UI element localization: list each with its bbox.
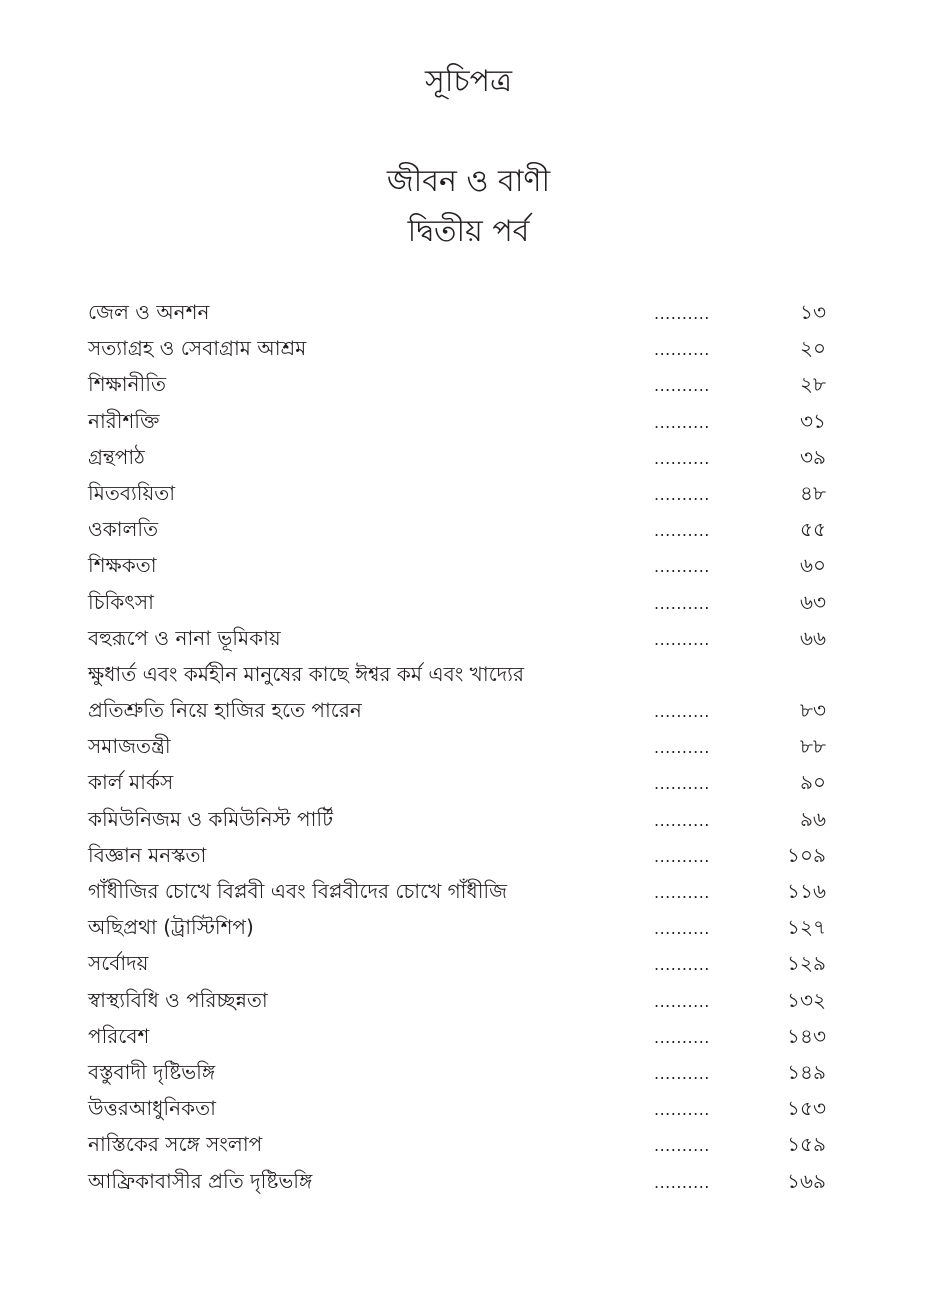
page-title: সূচিপত্র	[425, 64, 512, 99]
toc-entry-title: অছিপ্রথা (ট্রাস্টিশিপ)	[88, 915, 254, 940]
toc-entry	[88, 475, 848, 511]
toc-dot-leader: ..........	[654, 810, 710, 830]
toc-entry-title: নাস্তিকের সঙ্গে সংলাপ	[88, 1132, 263, 1157]
toc-entry-title: ক্ষুধার্ত এবং কর্মহীন মানুষের কাছে ঈশ্বর কর্ম এবং খাদ্যের	[88, 661, 524, 686]
toc-entry-title: সমাজতন্ত্রী	[88, 734, 171, 759]
toc-entry-title: বিজ্ঞান মনস্কতা	[88, 842, 207, 867]
toc-entry-title: কার্ল মার্কস	[88, 770, 174, 795]
toc-dot-leader: ..........	[654, 304, 710, 323]
toc-page-number: ১৫৩	[787, 1096, 826, 1121]
toc-page-number: ১৫৯	[787, 1132, 826, 1157]
toc-entry-title: প্রতিশ্রুতি নিয়ে হাজির হতে পারেন	[88, 698, 362, 723]
toc-page-number: ১১৬	[787, 879, 826, 903]
toc-dot-leader: ..........	[654, 883, 710, 902]
toc-entry	[88, 584, 848, 620]
toc-entry	[88, 1054, 848, 1090]
toc-dot-leader: ..........	[654, 702, 710, 722]
toc-entry-title: নারীশক্তি	[88, 408, 160, 433]
toc-entry-title: বস্তুবাদী দৃষ্টিভঙ্গি	[88, 1059, 216, 1084]
toc-dot-leader: ..........	[654, 846, 710, 866]
toc-entry	[88, 764, 848, 800]
toc-dot-leader: ..........	[654, 340, 710, 360]
toc-page-number: ৩১	[800, 408, 826, 433]
table-of-contents	[88, 294, 848, 1199]
toc-entry-title: সত্যাগ্রহ ও সেবাগ্রাম আশ্রম	[88, 336, 307, 361]
toc-page-number: ৮৮	[800, 734, 826, 759]
toc-entry	[88, 692, 848, 728]
toc-entry-title: বহুরূপে ও নানা ভূমিকায়	[88, 625, 281, 650]
toc-dot-leader: ..........	[654, 919, 710, 939]
toc-page-number: ৯৬	[800, 806, 826, 831]
toc-page-number: ২০	[799, 336, 826, 361]
toc-dot-leader: ..........	[654, 774, 710, 794]
toc-entry	[88, 801, 848, 837]
toc-dot-leader: ..........	[654, 521, 710, 541]
toc-dot-leader: ..........	[654, 991, 710, 1011]
section-subheading: দ্বিতীয় পর্ব	[407, 214, 530, 249]
toc-entry-title: স্বাস্থ্যবিধি ও পরিচ্ছন্নতা	[88, 987, 268, 1012]
toc-page-number: ৬৬	[799, 625, 826, 650]
toc-page-number: ৮৩	[800, 698, 826, 723]
toc-dot-leader: ..........	[654, 1027, 710, 1047]
toc-dot-leader: ..........	[654, 1136, 710, 1156]
toc-page-number: ২৮	[800, 372, 826, 397]
toc-entry	[88, 1163, 848, 1199]
toc-dot-leader: ..........	[654, 448, 710, 468]
section-heading: জীবন ও বাণী	[386, 164, 551, 199]
toc-entry	[88, 403, 848, 439]
toc-entry-title: শিক্ষানীতি	[88, 372, 166, 397]
toc-page-number: ১৪৯	[787, 1059, 826, 1084]
toc-page-number: ১৩২	[787, 987, 826, 1012]
toc-dot-leader: ..........	[654, 1063, 710, 1083]
toc-entry	[88, 1018, 848, 1054]
toc-page-number: ৩৯	[800, 444, 826, 469]
toc-entry-title: মিতব্যয়িতা	[88, 480, 176, 505]
toc-page-number: ৯০	[800, 770, 826, 795]
toc-dot-leader: ..........	[654, 1172, 710, 1192]
toc-entry	[88, 837, 848, 873]
toc-entry-title: চিকিৎসা	[88, 589, 154, 614]
toc-entry-title: পরিবেশ	[88, 1023, 150, 1048]
toc-dot-leader: ..........	[654, 593, 710, 613]
toc-page-number: ১৪৩	[787, 1023, 826, 1048]
toc-entry	[88, 945, 848, 981]
toc-entry	[88, 1126, 848, 1162]
toc-dot-leader: ..........	[654, 955, 710, 975]
toc-entry-title: আফ্রিকাবাসীর প্রতি দৃষ্টিভঙ্গি	[88, 1168, 313, 1193]
toc-entry	[88, 366, 848, 402]
toc-entry-title: সর্বোদয়	[88, 951, 149, 976]
toc-dot-leader: ..........	[654, 376, 710, 396]
toc-page-number: ১২৭	[787, 915, 826, 940]
toc-entry	[88, 728, 848, 764]
toc-dot-leader: ..........	[654, 484, 710, 504]
toc-entry-title: শিক্ষকতা	[88, 553, 157, 578]
toc-entry	[88, 873, 848, 909]
toc-page-number: ১৩	[800, 300, 826, 324]
toc-dot-leader: ..........	[654, 557, 710, 577]
toc-entry	[88, 547, 848, 583]
toc-entry	[88, 656, 848, 692]
toc-dot-leader: ..........	[654, 1100, 710, 1120]
toc-page-number: ৫৫	[800, 517, 826, 542]
toc-entry-title: গাঁধীজির চোখে বিপ্লবী এবং বিপ্লবীদের চোখে গাঁধীজি	[88, 879, 508, 903]
toc-page-number: ১২৯	[787, 951, 826, 976]
toc-dot-leader: ..........	[654, 629, 710, 649]
toc-entry	[88, 1090, 848, 1126]
toc-entry-title: জেল ও অনশন	[88, 300, 210, 324]
toc-entry	[88, 439, 848, 475]
toc-entry-title: গ্রন্থপাঠ	[88, 444, 145, 469]
toc-entry-title: কমিউনিজম ও কমিউনিস্ট পার্টি	[88, 806, 334, 831]
toc-entry-title: ওকালতি	[88, 517, 159, 542]
toc-entry	[88, 294, 848, 330]
toc-dot-leader: ..........	[654, 412, 710, 432]
toc-entry	[88, 982, 848, 1018]
toc-entry	[88, 330, 848, 366]
toc-page-number: ৪৮	[800, 480, 826, 505]
toc-page-number: ৬৩	[799, 589, 826, 614]
toc-entry	[88, 511, 848, 547]
toc-entry	[88, 620, 848, 656]
toc-entry-title: উত্তরআধুনিকতা	[88, 1096, 216, 1121]
toc-page-number: ১৬৯	[787, 1168, 826, 1193]
toc-dot-leader: ..........	[654, 738, 710, 758]
toc-page-number: ৬০	[799, 553, 826, 578]
toc-page-number: ১০৯	[787, 842, 826, 867]
toc-entry	[88, 909, 848, 945]
